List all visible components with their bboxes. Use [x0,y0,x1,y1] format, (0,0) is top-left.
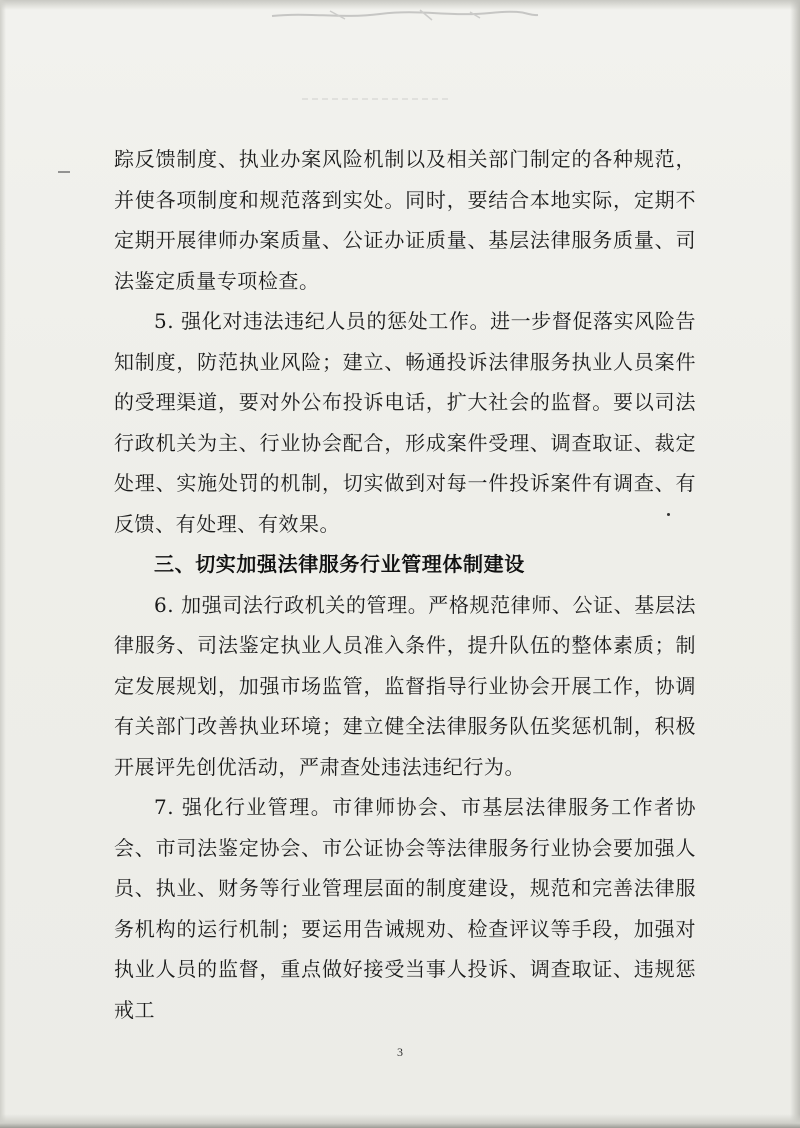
scan-edge-right [790,0,800,1128]
paragraph-continuation: 踪反馈制度、执业办案风险机制以及相关部门制定的各种规范，并使各项制度和规范落到实处。同时，要结合本地实际，定期不定期开展律师办案质量、公证办证质量、基层法律服务质量、司法鉴定质量专项检查。 [114,147,696,293]
document-body [114,139,696,1030]
paragraph-item-5: 5. 强化对违法违纪人员的惩处工作。进一步督促落实风险告知制度，防范执业风险；建立、畅通投诉法律服务执业人员案件的受理渠道，要对外公布投诉电话，扩大社会的监督。要以司法行政机关为主、行业协会配合，形成案件受理、调查取证、裁定处理、实施处罚的机制，切实做到对每一件投诉案件有调查、有反馈、有处理、有效果。 [114,309,696,536]
section-heading: 三、切实加强法律服务行业管理体制建设 [154,552,525,576]
scan-edge-bottom [0,1114,800,1128]
paragraph-item-7: 7. 强化行业管理。市律师协会、市基层法律服务工作者协会、市司法鉴定协会、市公证协会等法律服务行业协会要加强人员、执业、财务等行业管理层面的制度建设，规范和完善法律服务机构的运行机制；要运用告诫规劝、检查评议等手段，加强对执业人员的监督，重点做好接受当事人投诉、调查取证、违规惩戒工 [114,795,696,1022]
page-number: 3 [397,1045,403,1059]
paragraph-item-6: 6. 加强司法行政机关的管理。严格规范律师、公证、基层法律服务、司法鉴定执业人员准入条件，提升队伍的整体素质；制定发展规划，加强市场监管，监督指导行业协会开展工作，协调有关部门改善执业环境；建立健全法律服务队伍奖惩机制，积极开展评先创优活动，严肃查处违法违纪行为。 [114,592,696,779]
margin-mark [58,171,70,173]
bleed-through-mark [270,8,540,22]
bleed-through-mark [300,95,450,103]
scan-edge-left [0,0,6,1128]
